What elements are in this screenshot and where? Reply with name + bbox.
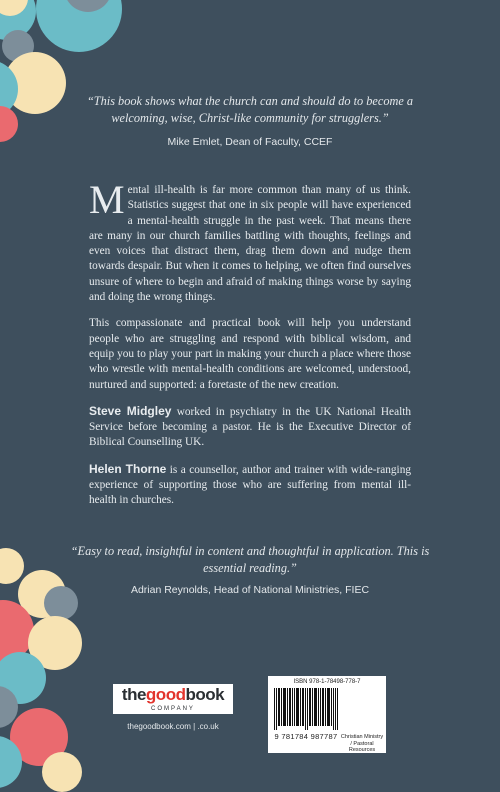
author-bio-text: worked in psychiatry in the UK National Health Service before becoming a pastor. He is the Executive Director of Biblical Counselling UK. [89, 405, 412, 449]
category-label: Christian Ministry / Pastoral Resources [340, 734, 384, 753]
top-endorsement-quote: “This book shows what the church can and should do to become a welcoming, wise, Christ-like community for strugglers.” [86, 94, 414, 125]
author-name: Steve Midgley [89, 403, 172, 418]
blurb-paragraph-1-text: ental ill-health is far more common than many of us think. Statistics suggest that one in six people will have experienced a mental-health struggle in the past week. That means there are many in our church families battling with thoughts, feelings and even voices that distract them, drag them down and nudge them towards despair. But when it comes to helping, we often find ourselves unsure of where to begin and afraid of making things worse by saying and doing the wrong things. [89, 184, 411, 304]
bottom-endorsement-attribution: Adrian Reynolds, Head of National Ministries, FIEC [130, 584, 370, 596]
publisher-logo [113, 684, 233, 714]
logo-company: COMPANY [151, 706, 195, 712]
barcode-digits: 9 781784 987787 [274, 732, 338, 741]
blurb [89, 177, 412, 520]
blurb-paragraph-1 [89, 177, 411, 305]
author-bio-text: is a counsellor, author and trainer with wide-ranging experience of supporting those who are suffering from mental ill-health in churches. [89, 463, 411, 507]
drop-cap: M [89, 177, 125, 222]
barcode-panel [268, 676, 386, 753]
author-name: Helen Thorne [89, 461, 167, 476]
author-bio-2 [89, 462, 411, 509]
blurb-paragraph-2: This compassionate and practical book will help you understand people who are struggling and respond with biblical wisdom, and equip you to play your part in making your church a place where those who wrestle with mental-health conditions are welcomed, understood, nurtured and supported: a foretaste of the new creation. [89, 317, 411, 391]
decorative-bubble [42, 752, 82, 792]
author-bio-1 [89, 404, 411, 451]
logo-wordmark: thegoodbook [121, 685, 225, 704]
bottom-endorsement-quote: “Easy to read, insightful in content and thoughtful in application. This is essential reading.” [70, 544, 430, 575]
isbn-label: ISBN 978-1-78498-778-7 [293, 679, 361, 685]
barcode-icon [274, 688, 338, 730]
publisher-url: thegoodbook.com | .co.uk [127, 722, 219, 731]
decorative-bubble [0, 106, 18, 142]
top-endorsement-attribution: Mike Emlet, Dean of Faculty, CCEF [167, 136, 333, 148]
decorative-bubble [0, 548, 24, 584]
